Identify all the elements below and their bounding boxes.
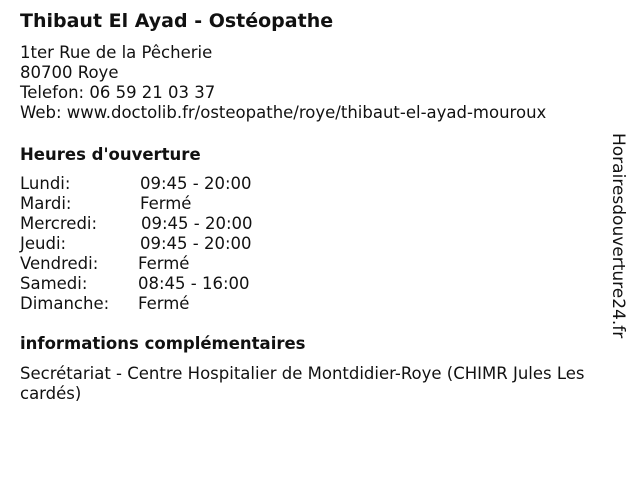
day-label: Dimanche: bbox=[20, 294, 110, 313]
hours-value: Fermé bbox=[140, 194, 192, 213]
website-link[interactable]: Web: www.doctolib.fr/osteopathe/roye/thibaut-el-ayad-mouroux bbox=[20, 103, 547, 122]
day-label: Mercredi: bbox=[20, 214, 98, 233]
hours-heading: Heures d'ouverture bbox=[20, 145, 201, 164]
day-label: Samedi: bbox=[20, 274, 88, 293]
hours-value: 09:45 - 20:00 bbox=[141, 214, 253, 233]
page-title: Thibaut El Ayad - Ostéopathe bbox=[20, 10, 334, 32]
hours-value: Fermé bbox=[138, 294, 190, 313]
day-label: Lundi: bbox=[20, 174, 71, 193]
day-label: Jeudi: bbox=[20, 234, 67, 253]
day-label: Vendredi: bbox=[20, 254, 99, 273]
site-watermark bbox=[608, 133, 634, 348]
contact-block bbox=[20, 43, 546, 123]
site-watermark-text: Horairesdouverture24.fr bbox=[608, 133, 628, 339]
hours-value: 09:45 - 20:00 bbox=[140, 174, 252, 193]
info-text: Secrétariat - Centre Hospitalier de Montdidier-Roye (CHIMR Jules Les cardés) bbox=[20, 364, 585, 403]
phone-number: Telefon: 06 59 21 03 37 bbox=[20, 83, 216, 102]
address-street: 1ter Rue de la Pêcherie bbox=[20, 43, 213, 62]
info-heading: informations complémentaires bbox=[20, 334, 306, 353]
hours-value: 08:45 - 16:00 bbox=[138, 274, 250, 293]
day-label: Mardi: bbox=[20, 194, 72, 213]
hours-value: 09:45 - 20:00 bbox=[140, 234, 252, 253]
address-city: 80700 Roye bbox=[20, 63, 119, 82]
hours-value: Fermé bbox=[138, 254, 190, 273]
